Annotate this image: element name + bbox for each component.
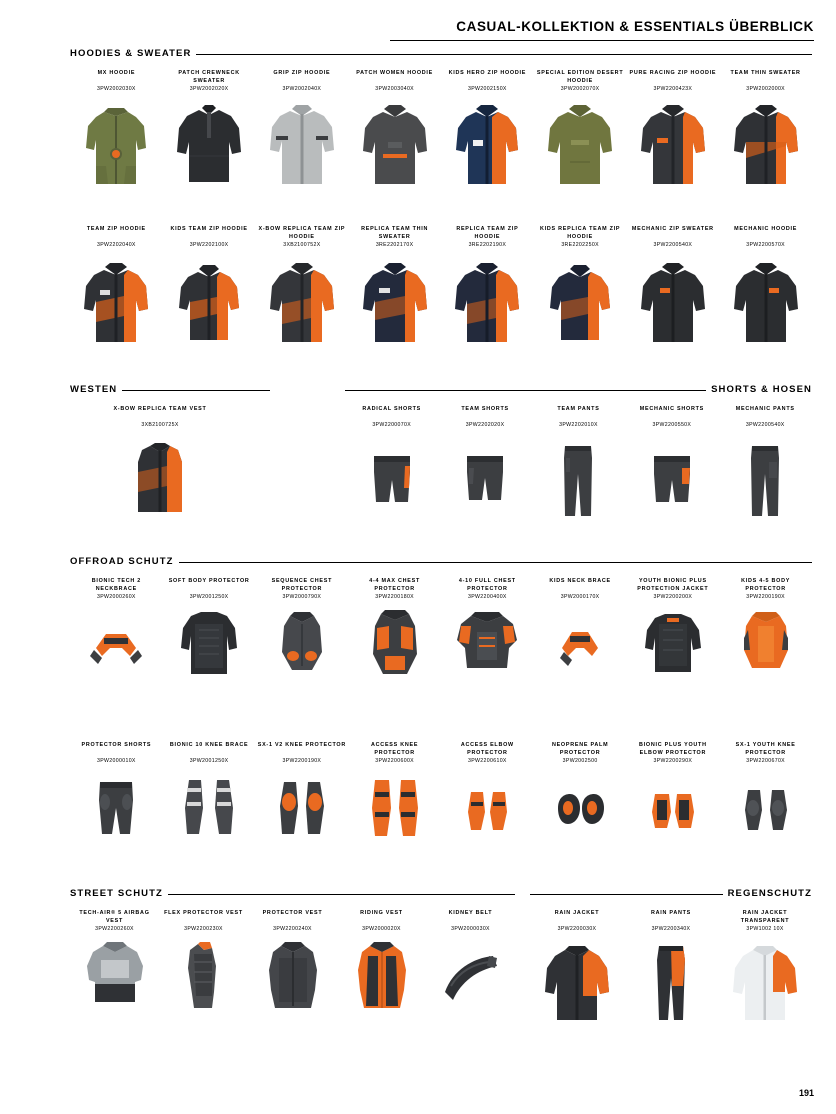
product-cell[interactable] xyxy=(719,406,812,524)
product-cell[interactable] xyxy=(256,742,349,848)
header-divider xyxy=(390,40,814,41)
product-cell[interactable] xyxy=(345,406,438,524)
product-cell[interactable] xyxy=(159,910,248,1018)
product-cell[interactable] xyxy=(718,910,812,1026)
product-sku: 3XB2100725X xyxy=(141,422,179,428)
product-name: X-BOW REPLICA TEAM VEST xyxy=(113,406,207,412)
product-name: RAIN JACKET TRANSPARENT xyxy=(740,910,790,924)
product-sku: 3PW2200190X xyxy=(746,594,785,600)
product-name: BIONIC TECH 2 NECKBRACE xyxy=(91,578,142,592)
product-image-sx1-knee xyxy=(258,768,347,848)
section-title-regen: REGENSCHUTZ xyxy=(723,888,812,899)
product-image-chest-4max xyxy=(350,604,439,684)
product-cell[interactable] xyxy=(625,406,718,524)
product-sku: 3PW2200030X xyxy=(557,926,597,932)
product-name: FLEX PROTECTOR VEST xyxy=(164,910,243,916)
product-name: ACCESS KNEE PROTECTOR xyxy=(371,742,419,756)
product-name: TEAM THIN SWEATER xyxy=(730,70,801,76)
product-cell[interactable] xyxy=(70,406,250,524)
product-image-rain-jacket xyxy=(532,936,622,1026)
product-sku: 3PW2002150X xyxy=(468,86,507,92)
product-name: GRIP ZIP HOODIE xyxy=(273,70,331,76)
product-cell[interactable] xyxy=(627,70,720,191)
product-image-kids-neck xyxy=(536,604,625,684)
product-name: SX-1 V2 KNEE PROTECTOR xyxy=(257,742,347,748)
product-image-hoodie-desert xyxy=(536,96,625,191)
product-sku: 3PW2000030X xyxy=(451,926,490,932)
product-name: ACCESS ELBOW PROTECTOR xyxy=(460,742,514,756)
product-image-hoodie-kids-team xyxy=(165,252,254,347)
product-name: KIDS NECK BRACE xyxy=(549,578,611,584)
product-name: SEQUENCE CHEST PROTECTOR xyxy=(271,578,333,592)
product-name: PROTECTOR VEST xyxy=(262,910,323,916)
section-rule xyxy=(70,562,812,563)
product-image-hoodie-mechanic xyxy=(721,252,810,347)
product-image-hoodie-pure-racing xyxy=(629,96,718,191)
product-sku: 3PW2200540X xyxy=(653,242,693,248)
product-name: 4-10 FULL CHEST PROTECTOR xyxy=(458,578,516,592)
section-title-hoodies: HOODIES & SWEATER xyxy=(70,48,196,59)
product-image-hoodie-olive xyxy=(72,96,161,191)
product-image-pants-mechanic xyxy=(721,432,810,524)
product-row xyxy=(70,742,812,848)
product-cell[interactable] xyxy=(627,742,720,848)
product-name: PATCH CREWNECK SWEATER xyxy=(178,70,240,84)
product-cell[interactable] xyxy=(163,226,256,347)
product-image-shorts-mechanic xyxy=(627,432,716,524)
product-sku: 3PW2200610X xyxy=(468,758,507,764)
product-image-sweater-dark xyxy=(165,96,254,191)
product-name: YOUTH BIONIC PLUS PROTECTION JACKET xyxy=(637,578,709,592)
product-sku: 3PW2001250X xyxy=(189,758,229,764)
product-cell[interactable] xyxy=(530,910,624,1026)
product-sku: 3PW2202100X xyxy=(189,242,229,248)
product-image-sweater-replica-thin xyxy=(350,252,439,347)
product-sku: 3PW2200260X xyxy=(95,926,134,932)
product-sku: 3PW2200400X xyxy=(468,594,507,600)
product-sku: 3PW2200570X xyxy=(746,242,785,248)
product-sku: 3PW2200230X xyxy=(184,926,223,932)
product-image-hoodie-charcoal xyxy=(350,96,439,191)
product-image-kidney-belt xyxy=(428,936,513,1018)
product-cell[interactable] xyxy=(627,578,720,684)
section-title-street: STREET SCHUTZ xyxy=(70,888,168,899)
product-name: BIONIC PLUS YOUTH ELBOW PROTECTOR xyxy=(638,742,707,756)
section-street-regen xyxy=(0,888,836,932)
product-sku: 3PW2002500 xyxy=(562,758,598,764)
product-name: TEAM ZIP HOODIE xyxy=(86,226,146,232)
product-cell[interactable] xyxy=(719,578,812,684)
product-sku: 3PW2200200X xyxy=(653,594,693,600)
product-name: TEAM SHORTS xyxy=(461,406,509,412)
product-name: RIDING VEST xyxy=(360,910,403,916)
product-name: RADICAL SHORTS xyxy=(362,406,421,412)
product-image-riding-vest xyxy=(339,936,424,1018)
product-image-hoodie-team-zip xyxy=(72,252,161,347)
product-sku: 3PW2002020X xyxy=(189,86,229,92)
product-image-rain-jacket-transparent xyxy=(720,936,810,1026)
product-name: TECH-AIR® 5 AIRBAG VEST xyxy=(79,910,150,924)
product-cell[interactable] xyxy=(719,70,812,191)
section-title-offroad: OFFROAD SCHUTZ xyxy=(70,556,179,567)
product-sku: 3XB2100752X xyxy=(283,242,321,248)
product-image-hoodie-kids-blue xyxy=(443,96,532,191)
product-image-hoodie-replica-team xyxy=(443,252,532,347)
product-sku: 3PW2002000X xyxy=(746,86,785,92)
product-image-sweater-mechanic xyxy=(629,252,718,347)
product-sku: 3PW2200600X xyxy=(375,758,414,764)
product-row xyxy=(345,406,812,524)
section-title-shorts: SHORTS & HOSEN xyxy=(706,384,812,395)
product-name: KIDS TEAM ZIP HOODIE xyxy=(170,226,248,232)
product-image-protector-vest xyxy=(250,936,335,1018)
product-sku: 3PW2000170X xyxy=(560,594,600,600)
product-image-youth-bionic xyxy=(629,604,718,684)
product-sku: 3RE2202250X xyxy=(561,242,599,248)
product-image-rain-pants xyxy=(626,936,716,1026)
product-sku: 3PW2200423X xyxy=(653,86,693,92)
product-image-pants-team xyxy=(534,432,623,524)
product-cell[interactable] xyxy=(348,226,441,347)
product-name: NEOPRENE PALM PROTECTOR xyxy=(551,742,609,756)
product-name: REPLICA TEAM THIN SWEATER xyxy=(361,226,429,240)
product-cell[interactable] xyxy=(163,70,256,191)
product-name: BIONIC 10 KNEE BRACE xyxy=(169,742,249,748)
product-sku: 3PW2000020X xyxy=(362,926,401,932)
product-name: X-BOW REPLICA TEAM ZIP HOODIE xyxy=(258,226,346,240)
page-title: CASUAL-KOLLEKTION & ESSENTIALS ÜBERBLICK xyxy=(456,19,814,34)
product-sku: 3PW2200540X xyxy=(745,422,785,428)
product-sku: 3PW2202040X xyxy=(97,242,136,248)
product-image-bionic-elbow xyxy=(629,768,718,848)
product-cell[interactable] xyxy=(438,406,531,524)
product-row xyxy=(70,70,812,191)
product-sku: 3PW2200290X xyxy=(653,758,693,764)
product-name: MECHANIC SHORTS xyxy=(639,406,704,412)
product-name: SX-1 YOUTH KNEE PROTECTOR xyxy=(735,742,796,756)
product-row xyxy=(70,226,812,347)
section-westen-shorts xyxy=(0,384,836,428)
product-sku: 3PW2200240X xyxy=(273,926,312,932)
product-cell[interactable] xyxy=(70,910,159,1018)
product-image-airbag-vest xyxy=(72,936,157,1018)
product-cell[interactable] xyxy=(441,742,534,848)
product-cell[interactable] xyxy=(256,578,349,684)
product-sku: 3PW2200070X xyxy=(372,422,412,428)
page-header xyxy=(0,10,836,40)
product-sku: 3RE2202190X xyxy=(468,242,507,248)
product-cell[interactable] xyxy=(441,70,534,191)
product-sku: 3PW2200550X xyxy=(652,422,692,428)
product-image-sx1-youth-knee xyxy=(721,768,810,848)
product-sku: 3PW2200670X xyxy=(746,758,785,764)
product-cell[interactable] xyxy=(624,910,718,1026)
product-cell[interactable] xyxy=(256,70,349,191)
product-sku: 3PW2001250X xyxy=(189,594,229,600)
product-cell[interactable] xyxy=(163,742,256,848)
page-number: 191 xyxy=(798,1088,814,1098)
product-cell[interactable] xyxy=(534,226,627,347)
product-name: MECHANIC HOODIE xyxy=(734,226,798,232)
product-cell[interactable] xyxy=(627,226,720,347)
product-cell[interactable] xyxy=(70,578,163,684)
product-cell[interactable] xyxy=(163,578,256,684)
product-cell[interactable] xyxy=(348,578,441,684)
product-cell[interactable] xyxy=(426,910,515,1018)
product-cell[interactable] xyxy=(719,226,812,347)
product-image-chest-sequence xyxy=(258,604,347,684)
product-cell[interactable] xyxy=(70,70,163,191)
product-sku: 3PW2200180X xyxy=(375,594,414,600)
product-sku: 3PW2200190X xyxy=(282,758,322,764)
product-image-kids-body xyxy=(721,604,810,684)
product-cell[interactable] xyxy=(348,70,441,191)
product-image-flex-protector xyxy=(161,936,246,1018)
product-sku: 3PW2000010X xyxy=(97,758,136,764)
product-cell[interactable] xyxy=(70,226,163,347)
product-cell[interactable] xyxy=(348,742,441,848)
product-row xyxy=(70,578,812,684)
product-image-shorts-team xyxy=(440,432,529,524)
product-name: TEAM PANTS xyxy=(557,406,600,412)
product-row xyxy=(70,406,250,524)
product-name: SPECIAL EDITION DESERT HOODIE xyxy=(536,70,624,84)
product-sku: 3PW1002 10X xyxy=(746,926,784,932)
product-image-sweater-team-thin xyxy=(721,96,810,191)
product-cell[interactable] xyxy=(532,406,625,524)
product-cell[interactable] xyxy=(534,742,627,848)
product-image-access-elbow xyxy=(443,768,532,848)
product-image-protector-shorts xyxy=(72,768,161,848)
product-sku: 3PW2002070X xyxy=(560,86,600,92)
product-image-shorts-radical xyxy=(347,432,436,524)
product-image-hoodie-grey xyxy=(258,96,347,191)
product-name: MECHANIC PANTS xyxy=(735,406,795,412)
product-name: SOFT BODY PROTECTOR xyxy=(168,578,250,584)
product-name: PROTECTOR SHORTS xyxy=(81,742,152,748)
product-image-chest-410 xyxy=(443,604,532,684)
product-sku: 3PW2202020X xyxy=(465,422,505,428)
product-name: KIDNEY BELT xyxy=(448,910,493,916)
product-image-access-knee xyxy=(350,768,439,848)
product-name: PURE RACING ZIP HOODIE xyxy=(629,70,717,76)
product-sku: 3PW2000790X xyxy=(282,594,322,600)
product-cell[interactable] xyxy=(719,742,812,848)
product-cell[interactable] xyxy=(248,910,337,1018)
product-name: KIDS HERO ZIP HOODIE xyxy=(448,70,527,76)
product-cell[interactable] xyxy=(70,742,163,848)
product-cell[interactable] xyxy=(534,578,627,684)
product-image-knee-brace xyxy=(165,768,254,848)
product-cell[interactable] xyxy=(534,70,627,191)
product-name: KIDS REPLICA TEAM ZIP HOODIE xyxy=(540,226,621,240)
product-name: 4-4 MAX CHEST PROTECTOR xyxy=(369,578,421,592)
product-row xyxy=(70,910,515,1018)
product-sku: 3PW2200340X xyxy=(651,926,691,932)
section-title-westen: WESTEN xyxy=(70,384,122,395)
product-image-soft-body xyxy=(165,604,254,684)
product-image-neckbrace xyxy=(72,604,161,684)
product-sku: 3PW2002030X xyxy=(97,86,136,92)
product-sku: 3RE2202170X xyxy=(375,242,414,248)
product-image-palm-protector xyxy=(536,768,625,848)
product-name: MX HOODIE xyxy=(97,70,136,76)
product-sku: 3PW2202010X xyxy=(559,422,598,428)
product-name: KIDS 4-5 BODY PROTECTOR xyxy=(741,578,791,592)
product-sku: 3PW2003040X xyxy=(375,86,414,92)
product-image-hoodie-kids-replica xyxy=(536,252,625,347)
section-offroad xyxy=(0,556,836,764)
product-cell[interactable] xyxy=(441,578,534,684)
product-sku: 3PW2000260X xyxy=(97,594,136,600)
product-cell[interactable] xyxy=(256,226,349,347)
product-name: RAIN JACKET xyxy=(554,910,600,916)
product-name: REPLICA TEAM ZIP HOODIE xyxy=(456,226,519,240)
product-cell[interactable] xyxy=(441,226,534,347)
product-name: RAIN PANTS xyxy=(650,910,692,916)
product-name: MECHANIC ZIP SWEATER xyxy=(631,226,714,232)
product-cell[interactable] xyxy=(337,910,426,1018)
section-hoodies xyxy=(0,48,836,248)
product-image-vest-xbow xyxy=(72,432,248,524)
product-sku: 3PW2002040X xyxy=(282,86,322,92)
product-name: PATCH WOMEN HOODIE xyxy=(356,70,434,76)
product-image-hoodie-xbow xyxy=(258,252,347,347)
product-row xyxy=(530,910,812,1026)
